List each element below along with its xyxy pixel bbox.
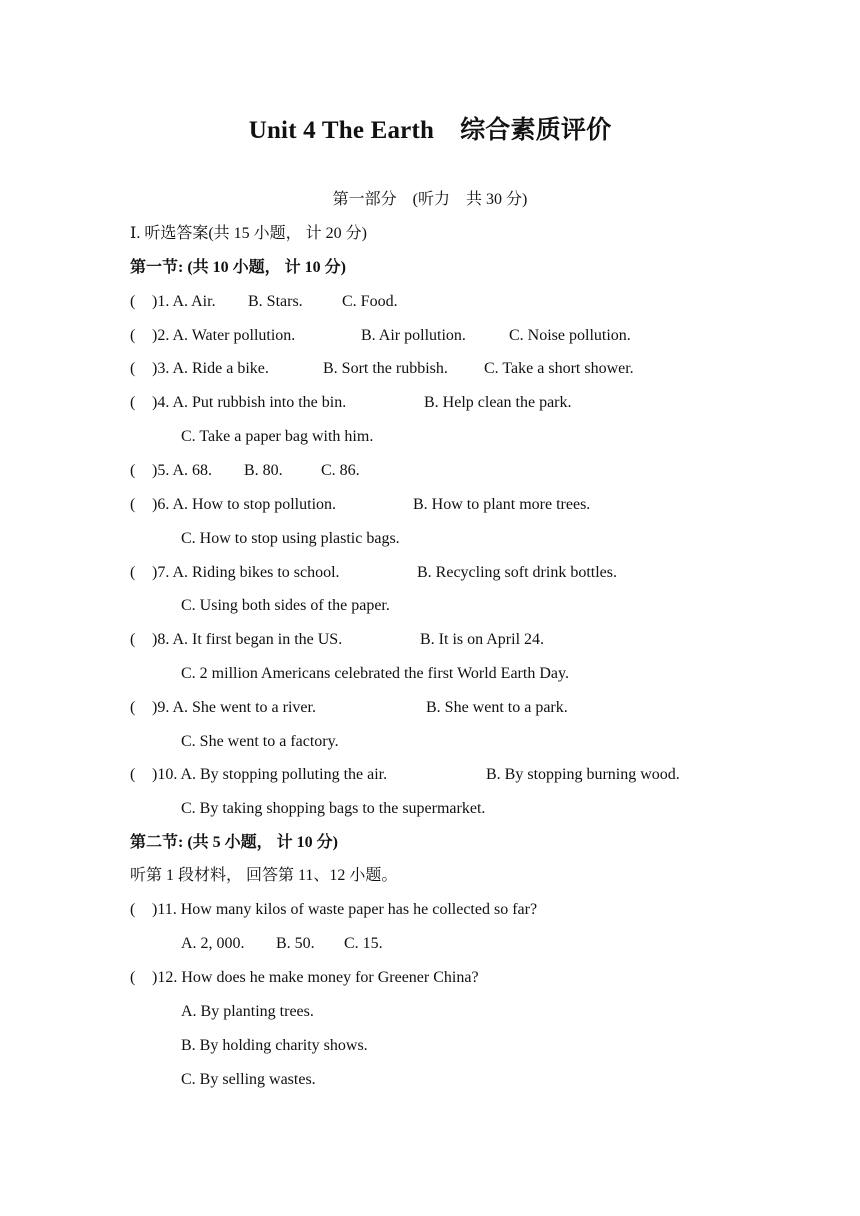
answer-blank[interactable]: ( [130,293,136,310]
q7-option-c: C. Using both sides of the paper. [181,597,390,614]
q12-stem: )12. How does he make money for Greener China? [152,969,479,986]
question-1 [130,289,398,315]
q5-stem: )5. A. 68. [152,462,212,479]
question-9 [130,695,568,721]
question-12 [130,965,479,991]
title-chinese: 综合素质评价 [460,117,612,144]
question-4 [130,390,572,416]
answer-blank[interactable]: ( [130,901,136,918]
q4-stem: )4. A. Put rubbish into the bin. [152,394,347,411]
q12-option-c: C. By selling wastes. [181,1071,316,1088]
part-detail: (听力 共 30 分) [412,191,528,208]
page-title [0,110,860,146]
q3-stem: )3. A. Ride a bike. [152,360,269,377]
answer-blank[interactable]: ( [130,699,136,716]
q11-options [181,931,383,957]
answer-blank[interactable]: ( [130,394,136,411]
q4-option-b: B. Help clean the park. [424,394,572,411]
q8-option-b: B. It is on April 24. [420,631,545,648]
answer-blank[interactable]: ( [130,496,136,513]
q1-option-c: C. Food. [342,293,398,310]
q11-option-b: B. 50. [276,935,315,952]
title-english: Unit 4 The Earth [248,117,435,144]
q7-option-b: B. Recycling soft drink bottles. [417,564,617,581]
question-3 [130,356,634,382]
question-10 [130,762,680,788]
q10-option-c: C. By taking shopping bags to the supermarket. [181,800,486,817]
q11-stem: )11. How many kilos of waste paper has he collected so far? [152,901,538,918]
section-heading: Ⅰ. 听选答案(共 15 小题， 计 20 分) [130,225,367,242]
answer-blank[interactable]: ( [130,462,136,479]
q8-stem: )8. A. It first began in the US. [152,631,343,648]
answer-blank[interactable]: ( [130,969,136,986]
part-header [0,186,860,209]
question-5 [130,458,360,484]
answer-blank[interactable]: ( [130,564,136,581]
subsection-2-heading: 第二节: (共 5 小题， 计 10 分) [130,834,338,851]
q2-option-c: C. Noise pollution. [509,327,631,344]
question-7 [130,560,617,586]
q7-stem: )7. A. Riding bikes to school. [152,564,340,581]
answer-blank[interactable]: ( [130,327,136,344]
q1-stem: )1. A. Air. [152,293,216,310]
q6-option-c: C. How to stop using plastic bags. [181,530,400,547]
question-8 [130,627,545,653]
q5-option-c: C. 86. [321,462,360,479]
q6-stem: )6. A. How to stop pollution. [152,496,337,513]
answer-blank[interactable]: ( [130,631,136,648]
q4-option-c: C. Take a paper bag with him. [181,428,374,445]
q9-stem: )9. A. She went to a river. [152,699,316,716]
q10-stem: )10. A. By stopping polluting the air. [152,766,388,783]
q12-option-a: A. By planting trees. [181,1003,314,1020]
answer-blank[interactable]: ( [130,766,136,783]
q3-option-b: B. Sort the rubbish. [323,360,448,377]
answer-blank[interactable]: ( [130,360,136,377]
q8-option-c: C. 2 million Americans celebrated the first World Earth Day. [181,665,569,682]
q6-option-b: B. How to plant more trees. [413,496,591,513]
q9-option-c: C. She went to a factory. [181,733,339,750]
q10-option-b: B. By stopping burning wood. [486,766,680,783]
q11-option-a: A. 2, 000. [181,935,245,952]
q9-option-b: B. She went to a park. [426,699,568,716]
question-2 [130,323,631,349]
q1-option-b: B. Stars. [248,293,303,310]
q2-stem: )2. A. Water pollution. [152,327,296,344]
part-label: 第一部分 [332,191,397,208]
q5-option-b: B. 80. [244,462,283,479]
q12-option-b: B. By holding charity shows. [181,1037,368,1054]
question-11 [130,897,537,923]
question-6 [130,492,591,518]
subsection-1-heading: 第一节: (共 10 小题， 计 10 分) [130,259,346,276]
q11-option-c: C. 15. [344,935,383,952]
passage-1-instruction: 听第 1 段材料， 回答第 11、12 小题。 [130,867,398,884]
q2-option-b: B. Air pollution. [361,327,466,344]
q3-option-c: C. Take a short shower. [484,360,634,377]
